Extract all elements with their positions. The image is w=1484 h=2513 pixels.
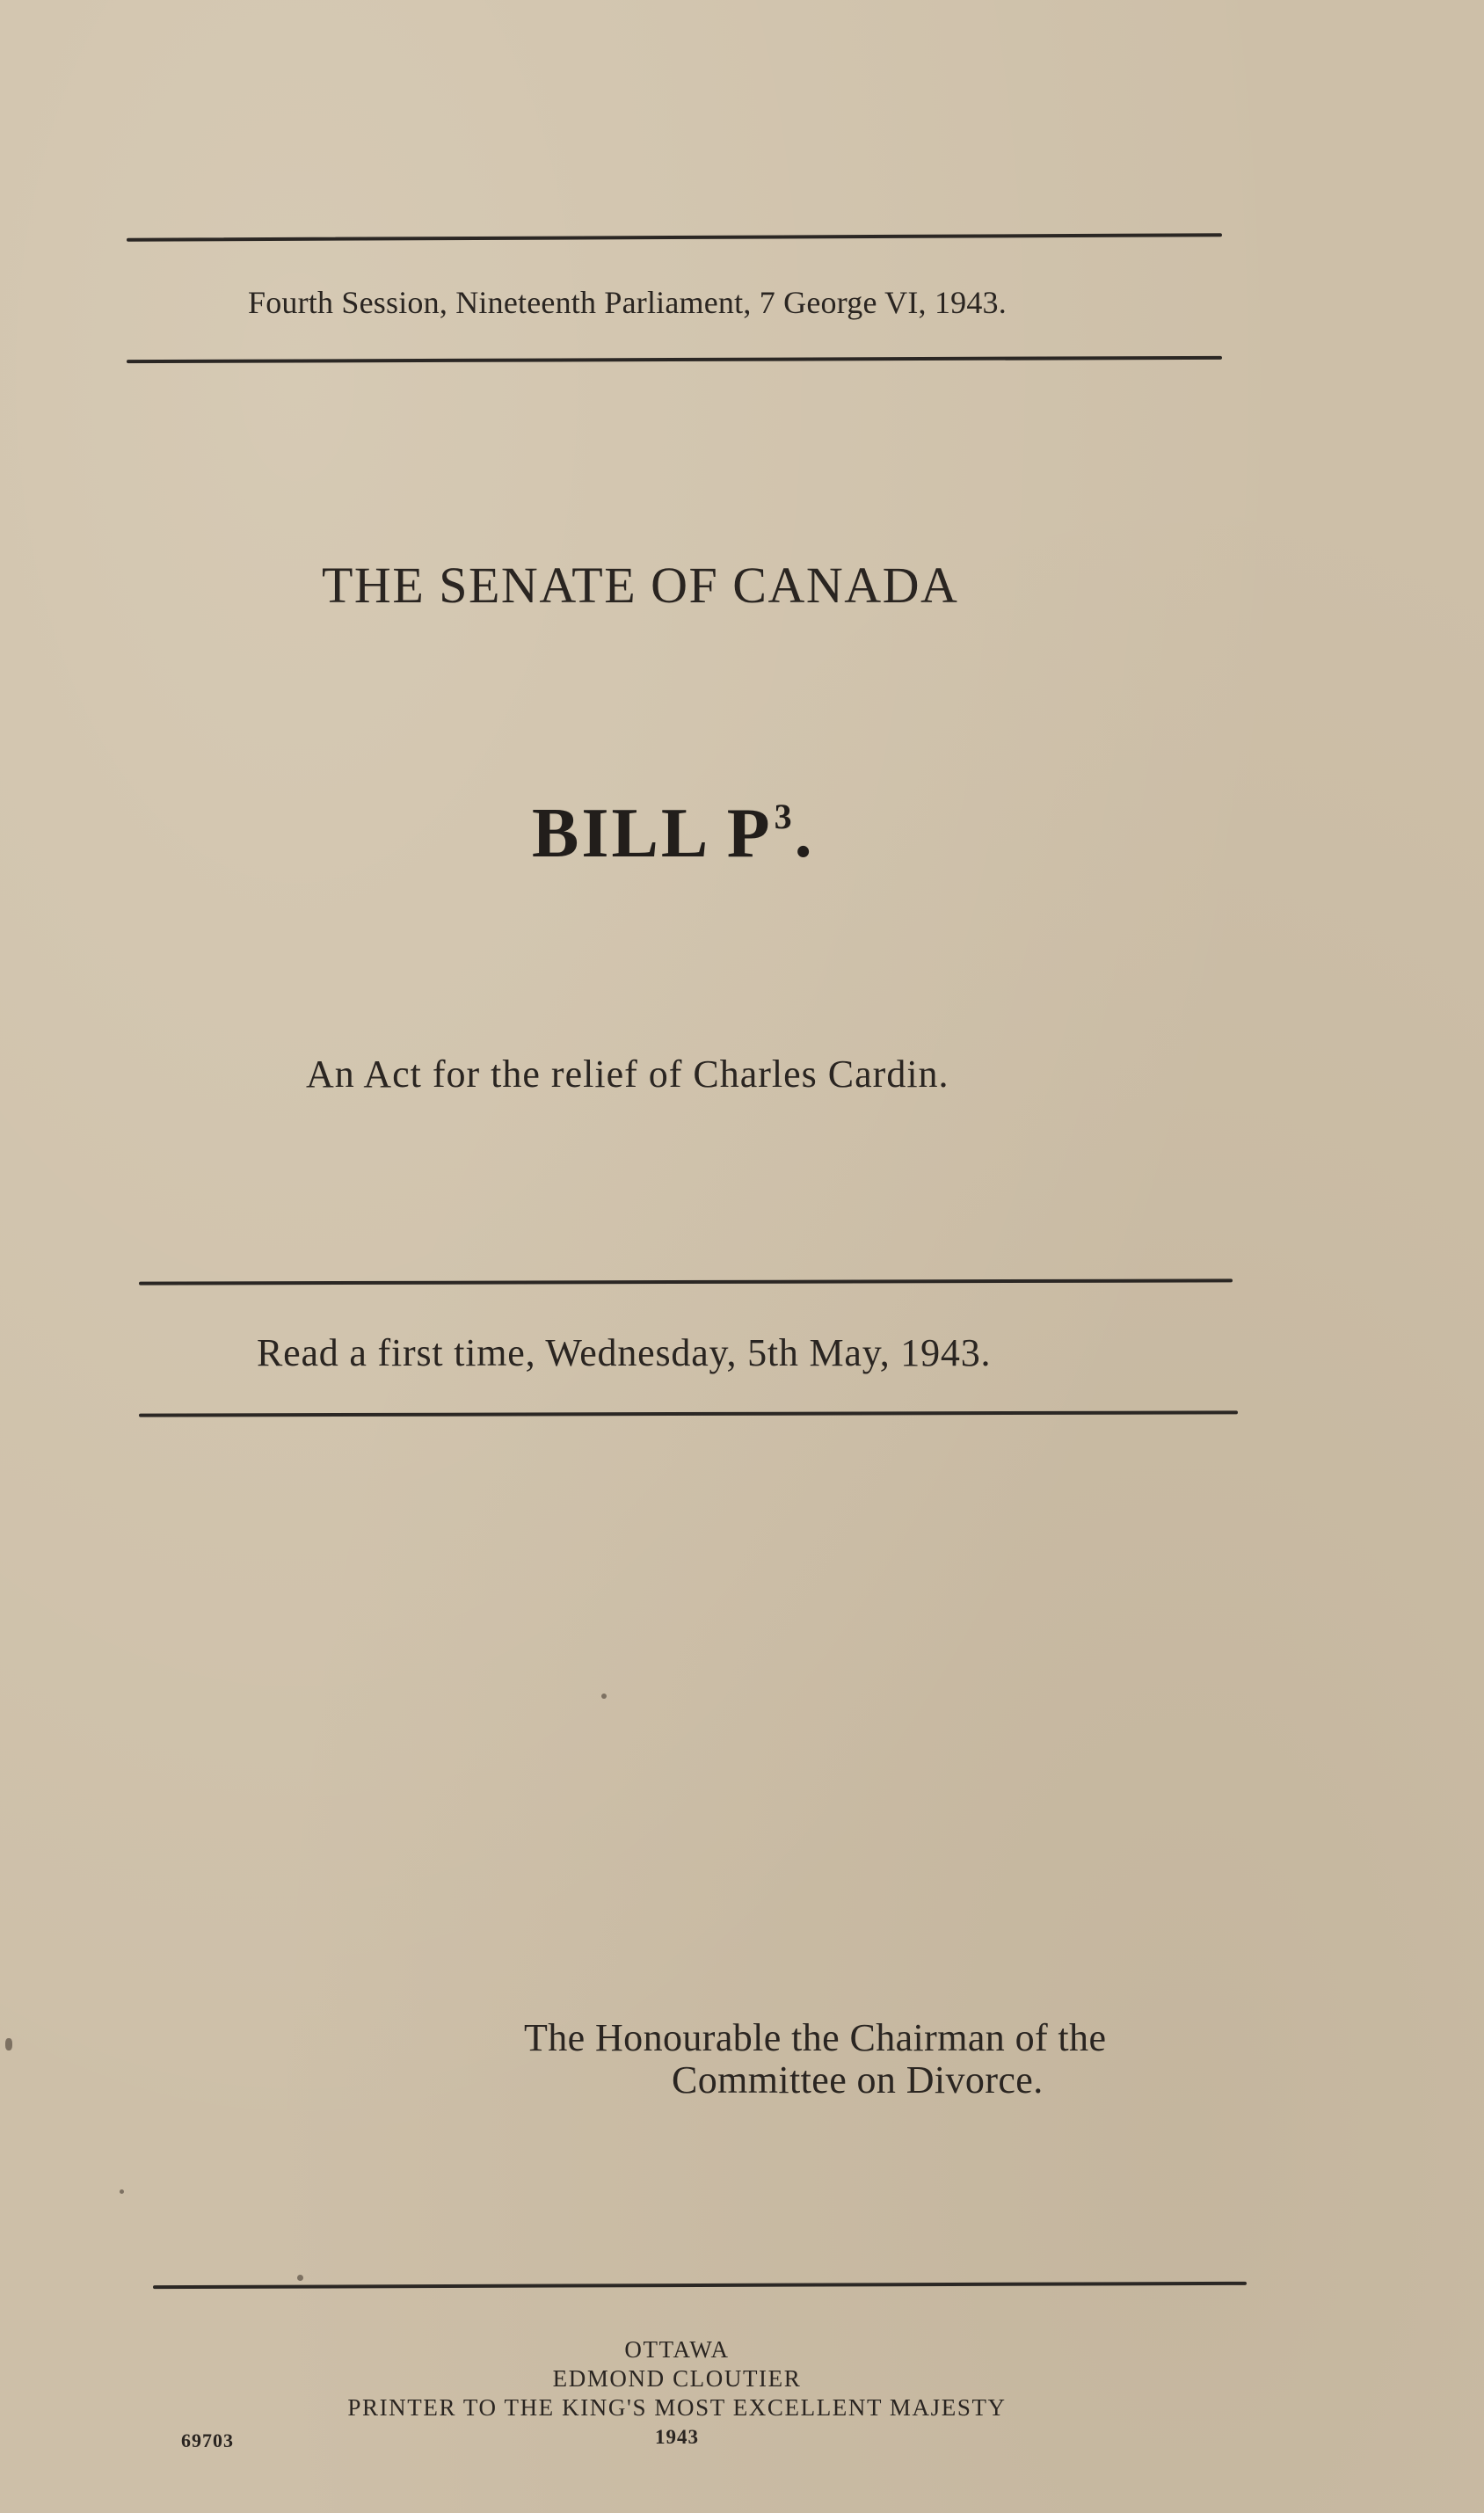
paper-speck <box>297 2275 303 2281</box>
paper-speck <box>5 2038 12 2050</box>
imprint-printer-name: EDMOND CLOUTIER <box>552 2365 802 2392</box>
document-number: 69703 <box>181 2429 234 2451</box>
bill-superscript: 3 <box>774 797 795 837</box>
reading-line: Read a first time, Wednesday, 5th May, 1943. <box>257 1331 992 1374</box>
bill-suffix: . <box>794 795 815 872</box>
top-rule-lower <box>127 356 1222 363</box>
top-rule-upper <box>127 233 1222 241</box>
sponsor-block <box>524 2017 1106 2101</box>
act-title: An Act for the relief of Charles Cardin. <box>306 1053 949 1096</box>
imprint-block <box>264 2335 1090 2451</box>
bill-label: BILL P <box>532 795 773 872</box>
session-line: Fourth Session, Nineteenth Parliament, 7 George VI, 1943. <box>248 285 1007 320</box>
imprint-rule <box>153 2282 1247 2289</box>
reading-rule-upper <box>139 1278 1233 1285</box>
sponsor-line-2: Committee on Divorce. <box>672 2058 1044 2101</box>
sponsor-line-1: The Honourable the Chairman of the <box>524 2016 1107 2059</box>
imprint-city: OTTAWA <box>624 2336 730 2363</box>
bill-number <box>532 794 815 874</box>
institution-title: THE SENATE OF CANADA <box>322 557 959 614</box>
imprint-printer-title: PRINTER TO THE KING'S MOST EXCELLENT MAJESTY <box>347 2394 1007 2421</box>
paper-speck <box>601 1694 607 1699</box>
reading-rule-lower <box>139 1410 1238 1417</box>
imprint-year: 1943 <box>655 2426 699 2448</box>
paper-speck <box>120 2189 124 2194</box>
